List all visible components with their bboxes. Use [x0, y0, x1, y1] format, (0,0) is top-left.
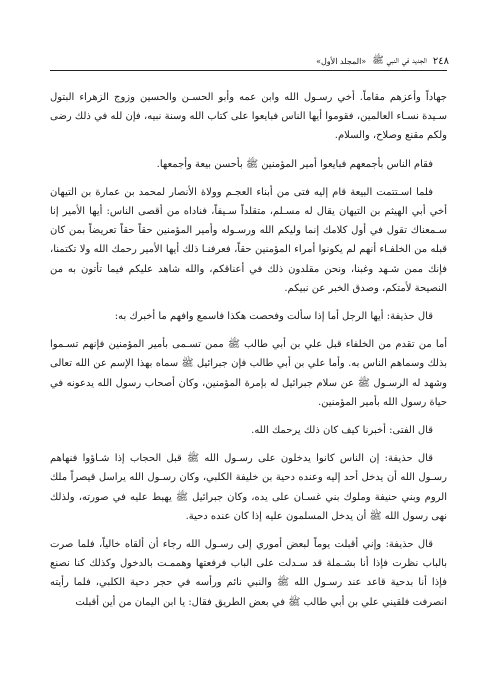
page-number: ٢٤٨ — [432, 55, 449, 67]
paragraph: جهاداً وأعزهم مقاماً. أخي رسـول الله وابن عمه وأبو الحسـن والحسين وزوج الزهراء البتول سـيدة نسـاء العالمين، فقوموا أيها الناس فبايعوا على كتاب الله وسنة نبيه، فإن لله في ذلك رضى ولكم مقنع وصلاح، والسلام. — [50, 92, 447, 142]
paragraph: قال حذيفة: وإني أقبلت يوماً لبعض أموري إلى رسـول الله رجاء أن ألقاه خالياً، فلما صرت بالباب نظرت فإذا أنا بشـملة قد سـدلت على الباب فرفعتها وهممـت بالدخول وكذلك كنا نصنع فإذا أنا بدحية قاعد عند رسـول الله ﷺ والنبي نائم ورأسه في حجر دحية الكلبي، فلما رأيته انصرفت فلقيني علي بن أبي طالب ﷺ في بعض الطريق فقال: يا ابن اليمان من أين أقبلت — [50, 539, 447, 608]
paragraph: قال حذيفة: أيها الرجل أما إذا سألت وفحصت هكذا فاسمع وافهم ما أخبرك به: — [114, 311, 433, 323]
header-rule — [50, 70, 447, 71]
running-header — [48, 52, 449, 70]
page-body — [50, 88, 447, 665]
paragraph: أما من تقدم من الخلفاء قبل علي بن أبي طالب ﷺ ممن تسـمى بأمير المؤمنين فإنهم تسـموا بذلك وسماهم الناس به. وأما علي بن أبي طالب فإن جبرائيل ﷺ سماه بهذا الإسم عن الله تعالى وشهد له الرسـول ﷺ عن سلام جبرائيل له بإمرة المؤمنين، وكان أصحاب رسول الله يدعونه في حياة رسول الله بأمير المؤمنين. — [50, 339, 447, 408]
volume-label: «المجلد الأول» — [316, 56, 367, 66]
book-title: الجديد في النبي ﷺ — [372, 55, 427, 66]
paragraph: فقام الناس بأجمعهم فبايعوا أمير المؤمنين ﷺ بأحسن بيعة وأجمعها. — [156, 158, 433, 170]
paragraph: قال حذيفة: إن الناس كانوا يدخلون على رسـول الله ﷺ قبل الحجاب إذا شـاؤوا فنهاهم رسـول الله أن يدخل أحد إليه وعنده دحية بن خليفة الكلبي، وكان رسـول الله يراسل قيصراً ملك الروم وبني حنيفة وملوك بني غسـان على يده، وكان جبرائيل ﷺ يهبط عليه في صورته، ولذلك نهى رسول الله ﷺ أن يدخل المسلمون عليه إذا كان عنده دحية. — [50, 453, 447, 522]
paragraph: فلما اسـتتمت البيعة قام إليه فتى من أبناء العجـم وولاة الأنصار لمحمد بن عمارة بن التيهان أخي أبي الهيثم بن التيهان يقال له مسـلم، متقلداً سـيفاً، فناداه من أقصى الناس: أيها الأمير إنا سـمعناك تقول في أول كلامك إنما وليكم الله ورسـوله وأمير المؤمنين حقاً حقاً تعريضاً بمن كان قبله من الخلفـاء أنهم لم يكونوا أمراء المؤمنين حقاً، فعرفنـا ذلك أيها الأمير رحمك الله ولا تكتمنا، فإنك ممن شـهد وغبنا، ونحن مقلدون ذلك في أعناقكم، والله شاهد عليكم فيما تأتون به من النصيحة لأمتكم، وصدق الخبر عن نبيكم. — [50, 186, 447, 294]
paragraph: قال الفتى: أخبرنا كيف كان ذلك يرحمك الله. — [251, 425, 433, 437]
